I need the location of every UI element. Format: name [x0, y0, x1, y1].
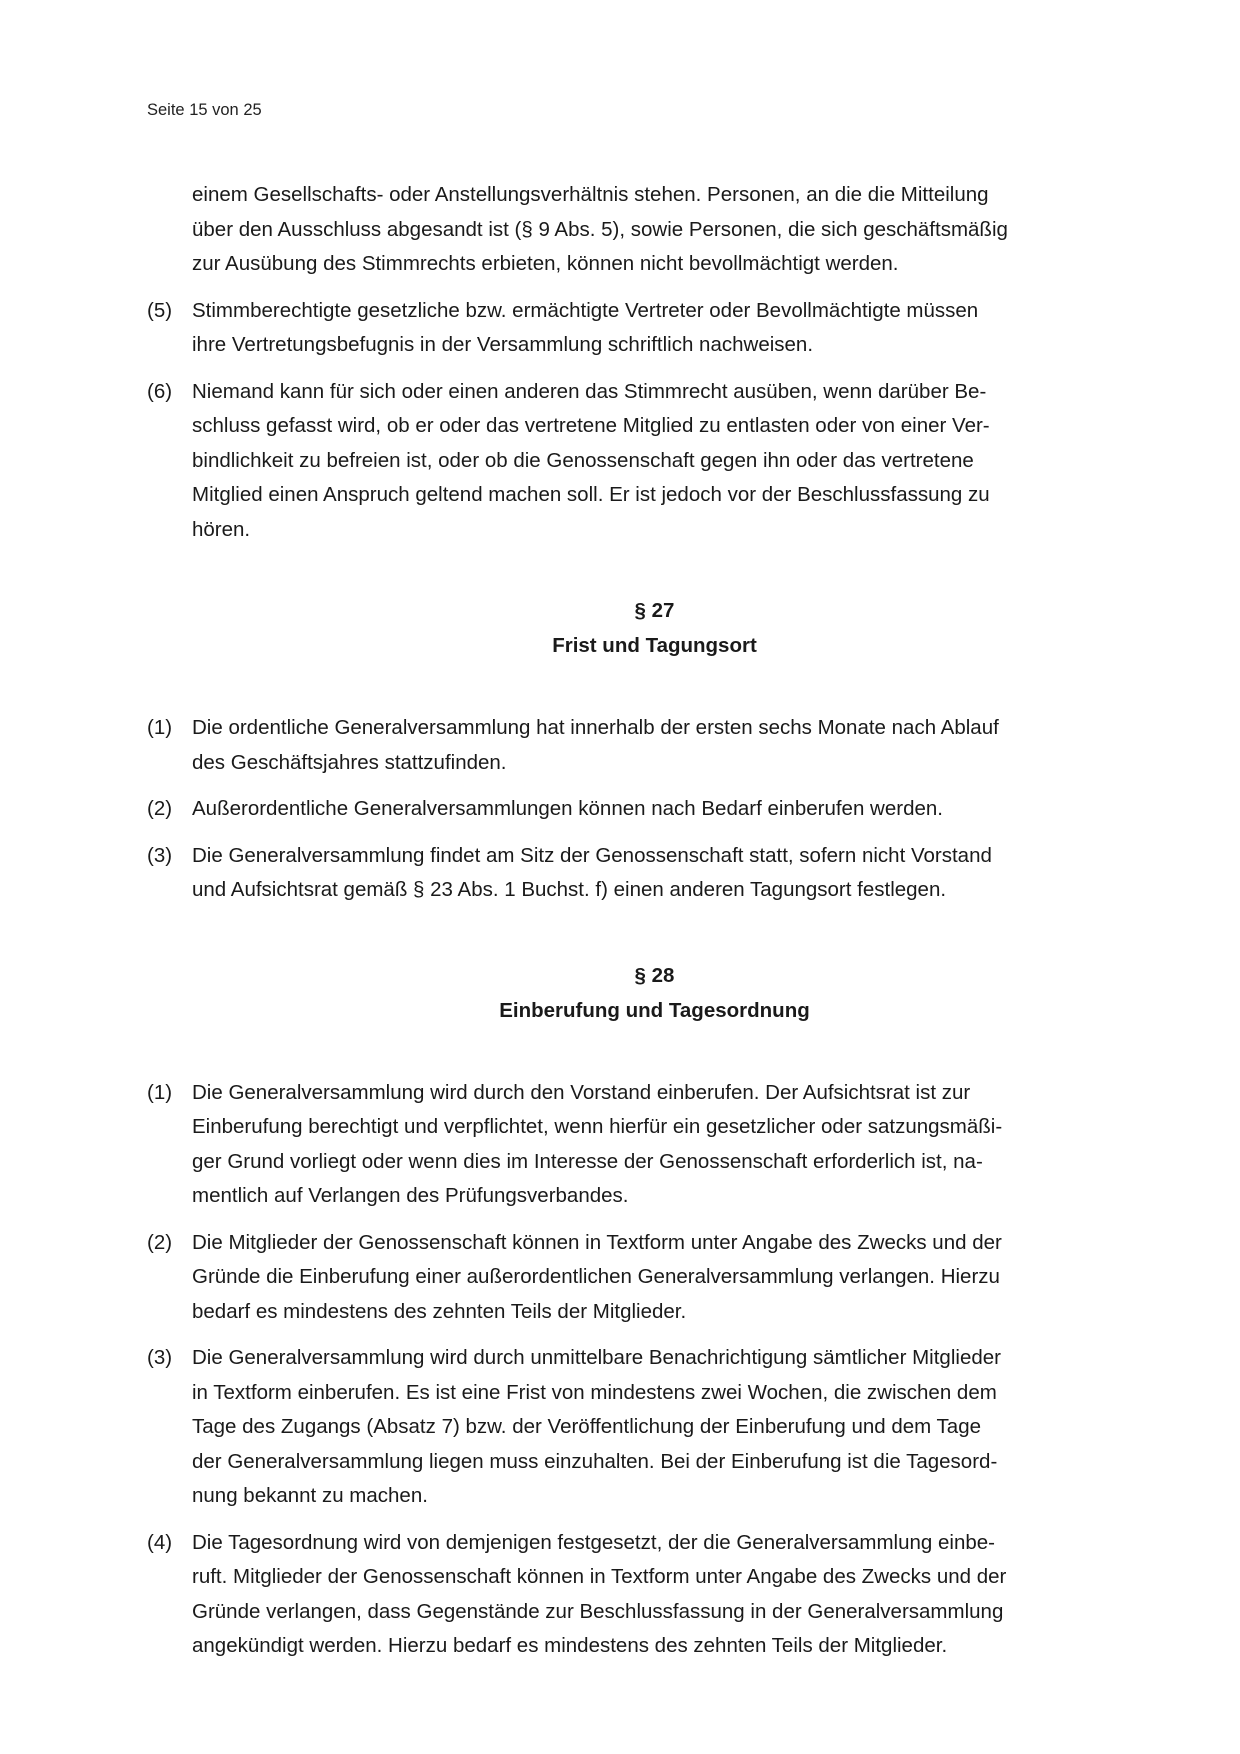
paragraph-number: (3)	[147, 843, 173, 867]
paragraph-number: (1)	[147, 716, 173, 739]
section-number: § 28	[634, 963, 675, 987]
text-line: Außerordentliche Generalversammlungen können nach Bedarf einberufen werden.	[192, 797, 943, 820]
text-line: zur Ausübung des Stimmrechts erbieten, können nicht bevollmächtigt werden.	[192, 252, 899, 275]
text-line: ger Grund vorliegt oder wenn dies im Interesse der Genossenschaft erforderlich ist, na-	[192, 1149, 983, 1173]
text-line: Die ordentliche Generalversammlung hat innerhalb der ersten sechs Monate nach Ablauf	[192, 716, 999, 739]
section-number: § 27	[634, 599, 675, 622]
text-line: Die Generalversammlung wird durch unmittelbare Benachrichtigung sämtlicher Mitglieder	[192, 1346, 1001, 1369]
text-line: hören.	[192, 517, 251, 541]
paragraph-number: (3)	[147, 1346, 173, 1369]
text-line: Die Generalversammlung wird durch den Vorstand einberufen. Der Aufsichtsrat ist zur	[192, 1080, 971, 1104]
text-line: Gründe die Einberufung einer außerordentlichen Generalversammlung verlangen. Hierzu	[192, 1265, 1000, 1288]
text-line: Gründe verlangen, dass Gegenstände zur Beschlussfassung in der Generalversammlung	[192, 1599, 1004, 1623]
s28-paragraph-2	[147, 1226, 1117, 1330]
section-heading-27	[147, 593, 1117, 663]
text-line: angekündigt werden. Hierzu bedarf es mindestens des zehnten Teils der Mitglieder.	[192, 1634, 948, 1657]
text-line: nung bekannt zu machen.	[192, 1484, 428, 1507]
s28-paragraph-1	[147, 1076, 1117, 1214]
text-line: Stimmberechtigte gesetzliche bzw. ermächtigte Vertreter oder Bevollmächtigte müssen	[192, 298, 979, 322]
text-line: über den Ausschluss abgesandt ist (§ 9 Abs. 5), sowie Personen, die sich geschäftsmäßig	[192, 217, 1008, 241]
s27-paragraph-3	[147, 839, 1117, 908]
paragraph-5	[147, 294, 1117, 363]
text-line: ihre Vertretungsbefugnis in der Versammlung schriftlich nachweisen.	[192, 333, 814, 356]
continued-paragraph	[147, 178, 1117, 282]
document-body	[147, 178, 1117, 1676]
s27-paragraph-2	[147, 792, 1117, 827]
text-line: der Generalversammlung liegen muss einzuhalten. Bei der Einberufung ist die Tagesord-	[192, 1449, 998, 1473]
text-line: des Geschäftsjahres stattzufinden.	[192, 750, 507, 774]
paragraph-number: (5)	[147, 298, 173, 322]
s27-paragraph-1	[147, 711, 1117, 780]
text-line: Niemand kann für sich oder einen anderen das Stimmrecht ausüben, wenn darüber Be-	[192, 379, 987, 403]
section-title: Frist und Tagungsort	[552, 634, 757, 657]
text-line: schluss gefasst wird, ob er oder das vertretene Mitglied zu entlasten oder von einer Ver-	[192, 414, 990, 437]
text-line: Die Mitglieder der Genossenschaft können in Textform unter Angabe des Zwecks und der	[192, 1230, 1002, 1254]
paragraph-number: (1)	[147, 1080, 173, 1104]
text-line: Mitglied einen Anspruch geltend machen soll. Er ist jedoch vor der Beschlussfassung zu	[192, 483, 990, 506]
s28-paragraph-4	[147, 1526, 1117, 1664]
text-line: Tage des Zugangs (Absatz 7) bzw. der Veröffentlichung der Einberufung und dem Tage	[192, 1415, 982, 1438]
paragraph-number: (2)	[147, 1230, 173, 1254]
text-line: ruft. Mitglieder der Genossenschaft können in Textform unter Angabe des Zwecks und der	[192, 1565, 1007, 1588]
paragraph-number: (6)	[147, 379, 173, 403]
text-line: Die Tagesordnung wird von demjenigen festgesetzt, der die Generalversammlung einbe-	[192, 1530, 995, 1554]
text-line: bedarf es mindestens des zehnten Teils der Mitglieder.	[192, 1299, 687, 1323]
text-line: mentlich auf Verlangen des Prüfungsverbandes.	[192, 1184, 629, 1207]
paragraph-number: (2)	[147, 797, 173, 820]
section-heading-28	[147, 958, 1117, 1028]
page-number-header: Seite 15 von 25	[147, 101, 262, 119]
text-line: und Aufsichtsrat gemäß § 23 Abs. 1 Buchst. f) einen anderen Tagungsort festlegen.	[192, 878, 947, 901]
paragraph-number: (4)	[147, 1530, 173, 1554]
text-line: bindlichkeit zu befreien ist, oder ob die Genossenschaft gegen ihn oder das vertretene	[192, 448, 974, 472]
text-line: Einberufung berechtigt und verpflichtet, wenn hierfür ein gesetzlicher oder satzungsmäßi-	[192, 1115, 1003, 1138]
paragraph-6	[147, 375, 1117, 548]
text-line: einem Gesellschafts- oder Anstellungsverhältnis stehen. Personen, an die die Mitteilung	[192, 183, 989, 206]
text-line: in Textform einberufen. Es ist eine Frist von mindestens zwei Wochen, die zwischen dem	[192, 1380, 997, 1404]
section-title: Einberufung und Tagesordnung	[499, 998, 810, 1022]
text-line: Die Generalversammlung findet am Sitz der Genossenschaft statt, sofern nicht Vorstand	[192, 843, 992, 867]
s28-paragraph-3	[147, 1341, 1117, 1514]
